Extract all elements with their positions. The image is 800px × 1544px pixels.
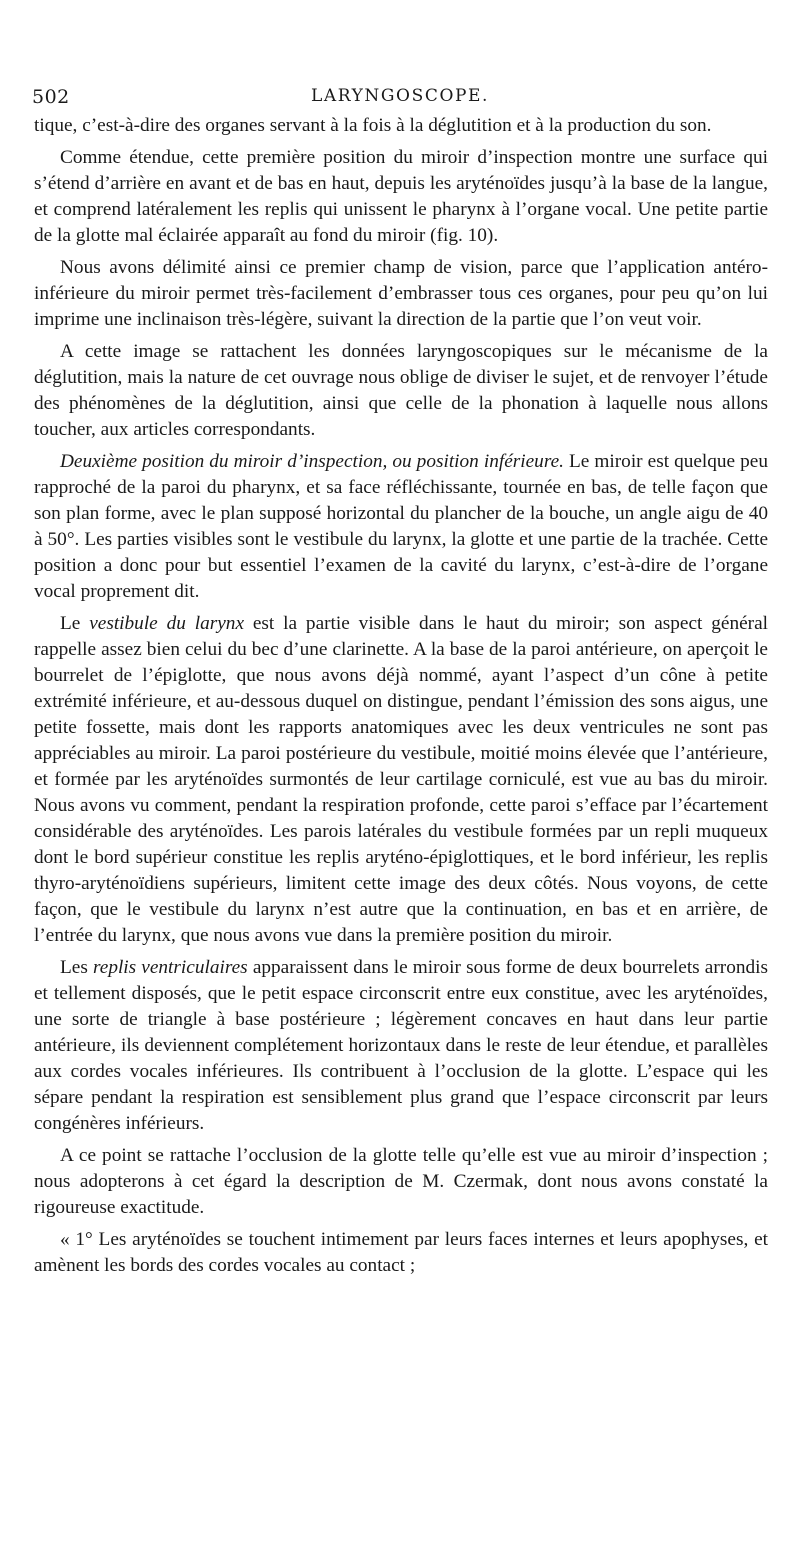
text-run: apparaissent dans le miroir sous forme de deux bourrelets arrondis et tellement disposés, que le petit espace circonscrit entre eux constitue, avec les aryténoïdes, une sorte de triangle à base postérieure ; légèrement concaves en haut dans leur partie antérieure, ils deviennent complétement horizontaux dans le reste de leur étendue, et parallèles aux cordes vocales inférieures. Ils contribuent à l’occlusion de la glotte. L’espace qui les sépare pendant la respiration est sensiblement plus grand que l’espace circonscrit par leurs congénères inférieurs. — [34, 957, 768, 1134]
text-run: est la partie visible dans le haut du miroir; son aspect général rappelle assez bien celui du bec d’une clarinette. A la base de la paroi antérieure, on aperçoit le bourrelet de l’épiglotte, que nous avons déjà nommé, ayant l’aspect d’un cône à petite extrémité inférieure, et au-dessous duquel on distingue, pendant l’émission des sons aigus, une petite fossette, mais dont les rapports anatomiques avec les deux ventricules ne sont pas appréciables au miroir. La paroi postérieure du vestibule, moitié moins élevée que l’antérieure, et formée par les aryténoïdes surmontés de leur cartilage corniculé, est vue au bas du miroir. Nous avons vu comment, pendant la respiration profonde, cette paroi s’efface par l’écartement considérable des aryténoïdes. Les parois latérales du vestibule formées par un repli muqueux dont le bord supérieur constitue les replis aryténo-épiglottiques, et le bord inférieur, les replis thyro-aryténoïdiens supérieurs, limitent cette image des deux côtés. Nous voyons, de cette façon, que le vestibule du larynx n’est autre que la continuation, en bas et en arrière, de l’entrée du larynx, que nous avons vue dans la première position du miroir. — [34, 613, 768, 946]
paragraph — [34, 611, 768, 949]
italic-text: Deuxième position du miroir d’inspection, ou position inférieure. — [60, 451, 564, 472]
running-title: LARYNGOSCOPE. — [310, 86, 490, 106]
italic-text: replis ventriculaires — [92, 957, 248, 978]
page-number: 502 — [32, 86, 70, 108]
text-run: Le miroir est quelque peu rapproché de la paroi du pharynx, et sa face réfléchissante, tournée en bas, de telle façon que son plan forme, avec le plan supposé horizontal du plancher de la bouche, un angle aigu de 40 à 50°. Les parties visibles sont le vestibule du larynx, la glotte et une partie de la trachée. Cette position a donc pour but essentiel l’examen de la cavité du larynx, c’est-à-dire de l’organe vocal proprement dit. — [34, 451, 768, 602]
text-run: Nous avons délimité ainsi ce premier champ de vision, parce que l’application antéro-inférieure du miroir permet très-facilement d’embrasser tous ces organes, pour peu qu’on lui imprime une inclinaison très-légère, suivant la direction de la partie que l’on veut voir. — [34, 257, 768, 330]
text-run: Le — [60, 613, 90, 634]
paragraph — [34, 113, 768, 139]
paragraph — [34, 1227, 768, 1279]
paragraph — [34, 339, 768, 443]
text-run: Les — [60, 957, 93, 978]
text-run: Comme étendue, cette première position du miroir d’inspection montre une surface qui s’étend d’arrière en avant et de bas en haut, depuis les aryténoïdes jusqu’à la base de la langue, et comprend latéralement les replis qui unissent le pharynx à l’organe vocal. Une petite partie de la glotte mal éclairée apparaît au fond du miroir (fig. 10). — [34, 147, 768, 246]
paragraph — [34, 955, 768, 1137]
paragraph — [34, 255, 768, 333]
paragraph — [34, 145, 768, 249]
text-run: A cette image se rattachent les données laryngoscopiques sur le mécanisme de la déglutition, mais la nature de cet ouvrage nous oblige de diviser le sujet, et de renvoyer l’étude des phénomènes de la déglutition, ainsi que celle de la phonation à laquelle nous allons toucher, aux articles correspondants. — [34, 341, 768, 440]
italic-text: vestibule du larynx — [89, 613, 244, 634]
text-run: A ce point se rattache l’occlusion de la glotte telle qu’elle est vue au miroir d’inspection ; nous adopterons à cet égard la description de M. Czermak, dont nous avons constaté la rigoureuse exactitude. — [34, 1145, 768, 1218]
text-run: « 1° Les aryténoïdes se touchent intimement par leurs faces internes et leurs apophyses, et amènent les bords des cordes vocales au contact ; — [34, 1229, 768, 1276]
page-header — [32, 86, 772, 112]
paragraph — [34, 449, 768, 605]
paragraph — [34, 1143, 768, 1221]
text-run: tique, c’est-à-dire des organes servant à la fois à la déglutition et à la production du son. — [34, 115, 712, 136]
body-text — [34, 113, 768, 1285]
